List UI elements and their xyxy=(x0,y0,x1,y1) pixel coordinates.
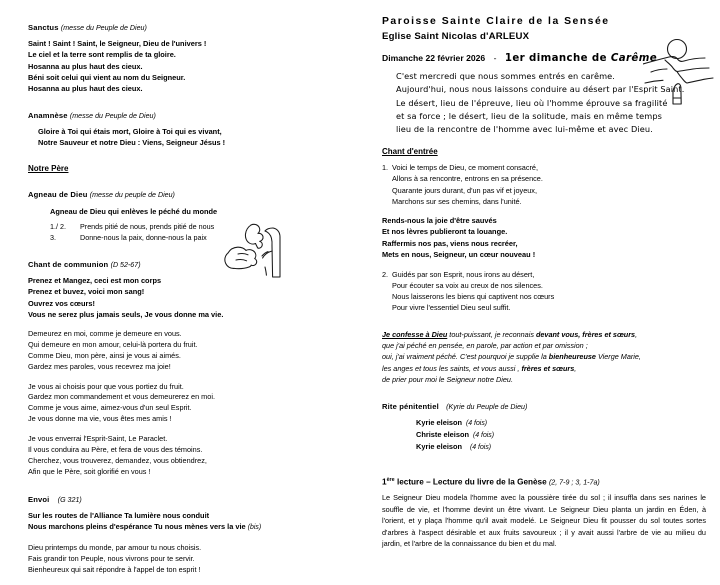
leaflet-banner xyxy=(382,14,706,136)
sanctus-heading xyxy=(28,22,346,33)
communion-verse xyxy=(28,329,346,373)
envoi-verse-line: Dieu printemps du monde, par amour tu nous choisis. xyxy=(28,542,202,552)
communion-verse-line: Je vous enverrai l'Esprit-Saint, Le Paraclet. xyxy=(28,434,168,444)
confiteor-opening: Je confesse à Dieu xyxy=(382,329,448,339)
verse-line: Voici le temps de Dieu, ce moment consacré, xyxy=(392,163,539,173)
chant-entree-heading: Chant d'entrée xyxy=(382,147,438,157)
anamnese-line: Gloire à Toi qui étais mort, Gloire à Toi qui es vivant, xyxy=(38,127,222,137)
communion-verse-line: Qui demeure en mon amour, celui-là portera du fruit. xyxy=(28,339,198,349)
envoi-refrain-line-with-bis xyxy=(28,521,346,533)
chant-entree-verse-2 xyxy=(382,269,706,313)
intro-line: Le désert, lieu de l'épreuve, lieu où l'homme éprouve sa fragilité xyxy=(396,97,668,108)
sanctus-lines xyxy=(28,38,346,94)
envoi-verse-line: Bienheureux qui sait répondre à l'appel de ton esprit ! xyxy=(28,564,201,574)
communion-title: Chant de communion xyxy=(28,260,109,270)
communion-refrain-line: Ouvrez vos cœurs! xyxy=(28,298,95,308)
confiteor-line xyxy=(382,329,706,340)
section-chant-communion xyxy=(28,259,346,478)
communion-ref: (D 52-67) xyxy=(110,261,141,270)
section-rite-penitentiel xyxy=(382,401,706,453)
communion-refrain xyxy=(28,275,346,319)
communion-verse xyxy=(28,382,346,426)
rite-heading xyxy=(382,401,706,412)
sanctus-line: Saint ! Saint ! Saint, le Seigneur, Dieu de l'univers ! xyxy=(28,39,207,49)
verse-line: Allons à sa rencontre, entrons en sa présence. xyxy=(392,174,543,184)
verse-line: Guidés par son Esprit, nous irons au désert, xyxy=(392,269,535,279)
anamnese-line: Notre Sauveur et notre Dieu : Viens, Seigneur Jésus ! xyxy=(38,138,226,148)
verse-body xyxy=(392,269,554,313)
kyrie-rows xyxy=(382,417,706,453)
envoi-verse xyxy=(28,543,346,576)
confiteor-emphasis: devant vous, frères et sœurs xyxy=(535,329,636,339)
section-agneau-de-dieu xyxy=(28,189,346,243)
confiteor-emphasis: frères et sœurs xyxy=(521,363,575,373)
sanctus-line: Le ciel et la terre sont remplis de ta gloire. xyxy=(28,50,176,60)
envoi-heading xyxy=(28,494,346,505)
kyrie-count: (4 fois) xyxy=(466,420,488,428)
section-notre-pere xyxy=(28,164,346,173)
agneau-rows xyxy=(50,221,346,243)
confiteor-text: les anges et tous les saints, et vous aussi , xyxy=(382,363,522,373)
season-word: Carême xyxy=(610,53,658,64)
communion-verse-line: Je vous ai choisis pour que vous portiez du fruit. xyxy=(28,381,184,391)
date-and-season xyxy=(382,53,706,64)
spacer xyxy=(28,252,346,259)
envoi-title: Envoi xyxy=(28,495,50,504)
confiteor-text: tout-puissant, je reconnais xyxy=(447,329,536,339)
communion-verse-line: Je vous donne ma vie, vous êtes mes amis ! xyxy=(28,414,172,424)
kyrie-row xyxy=(416,429,706,441)
kyrie-count: (4 fois) xyxy=(470,444,492,452)
verse-line: Marchons sur ses chemins, dans l'unité. xyxy=(392,196,522,206)
agneau-row-number: 3. xyxy=(50,232,56,242)
section-premiere-lecture xyxy=(382,477,706,550)
liturgical-season xyxy=(505,53,657,64)
envoi-verse-line: Fais grandir ton Peuple, nous vivrons pour te servir. xyxy=(28,553,195,563)
agneau-row-number: 1./ 2. xyxy=(50,221,66,231)
verse-line: Pour écouter sa voix au creux de nos silences. xyxy=(392,280,543,290)
spacer xyxy=(28,182,346,189)
agneau-title: Agneau de Dieu xyxy=(28,190,88,200)
season-prefix: 1er dimanche de xyxy=(504,53,611,64)
anamnese-heading xyxy=(28,110,346,121)
lecture-title: lecture – Lecture du livre de la Genèse xyxy=(394,477,549,487)
section-sanctus xyxy=(28,22,346,94)
refrain-line: Et nos lèvres publieront ta louange. xyxy=(382,227,508,237)
confiteor-text: , xyxy=(635,329,638,339)
section-chant-entree xyxy=(382,147,706,313)
agneau-row-text: Donne-nous la paix, donne-nous la paix xyxy=(80,232,207,242)
communion-heading xyxy=(28,259,346,270)
verse-body xyxy=(392,162,543,206)
confiteor-line xyxy=(382,363,706,374)
communion-refrain-line: Prenez et buvez, voici mon sang! xyxy=(28,287,145,297)
anamnese-title: Anamnèse xyxy=(28,110,68,120)
section-envoi xyxy=(28,494,346,576)
confiteor-prayer xyxy=(382,329,706,385)
verse-number: 2. xyxy=(382,269,389,279)
lecture-body: Le Seigneur Dieu modela l'homme avec la poussière tirée du sol ; il insuffla dans ses narines le souffle de vie, et l'homme devint un être vivant. Le Seigneur Dieu planta un jardin en Éden, à l'orient, et y plaça l'homme qu'il avait modelé. Le Seigneur Dieu fit pousser du sol toutes sortes d'arbres à l'aspect désirable et aux fruits savoureux ; il y avait aussi l'arbre de vie au milieu du jardin, et l'arbre de la connaissance du bien et du mal. xyxy=(382,493,706,549)
rite-title: Rite pénitentiel xyxy=(382,402,439,412)
chant-entree-refrain xyxy=(382,215,706,261)
section-anamnese xyxy=(28,110,346,149)
kyrie-row xyxy=(416,417,706,429)
confiteor-emphasis: bienheureuse xyxy=(548,352,596,362)
chant-entree-verse-1 xyxy=(382,162,706,206)
confiteor-line xyxy=(382,351,706,362)
communion-refrain-line: Vous ne serez plus jamais seuls, Je vous donne ma vie. xyxy=(28,309,224,319)
lecture-citation: (2, 7-9 ; 3, 1-7a) xyxy=(548,478,600,487)
kyrie-count: (4 fois) xyxy=(472,432,495,440)
verse-line: Nous laisserons les biens qui captivent nos cœurs xyxy=(392,291,555,301)
intro-line: C'est mercredi que nous sommes entrés en carême. xyxy=(396,71,616,81)
church-name: Eglise Saint Nicolas d'ARLEUX xyxy=(382,30,530,42)
sanctus-ref: (messe du Peuple de Dieu) xyxy=(60,24,147,32)
confiteor-line: que j'ai péché en pensée, en parole, par action et par omission ; xyxy=(382,341,588,351)
confiteor-text: oui, j'ai vraiment péché. C'est pourquoi je supplie la xyxy=(382,352,549,362)
refrain-line: Mets en nous, Seigneur, un cœur nouveau ! xyxy=(382,250,536,260)
kyrie-label: Christe eleison xyxy=(416,430,469,440)
intro-paragraph xyxy=(396,70,706,136)
agneau-row xyxy=(50,221,346,232)
refrain-line: Rends-nous la joie d'être sauvés xyxy=(382,215,497,225)
envoi-refrain xyxy=(28,510,346,533)
communion-refrain-line: Prenez et Mangez, ceci est mon corps xyxy=(28,276,162,286)
communion-verse xyxy=(28,434,346,478)
communion-verse-line: Il vous conduira au Père, et fera de vous des témoins. xyxy=(28,445,203,455)
sanctus-line: Hosanna au plus haut des cieux. xyxy=(28,61,143,71)
agneau-ref: (messe du peuple de Dieu) xyxy=(89,191,175,200)
spacer xyxy=(382,394,706,401)
sanctus-title: Sanctus xyxy=(28,23,59,32)
agneau-row-text: Prends pitié de nous, prends pitié de nous xyxy=(80,221,215,231)
agneau-row xyxy=(50,232,346,243)
intro-line: lieu de la rencontre de l'homme avec lui-même et avec Dieu. xyxy=(396,124,653,135)
parish-name: Paroisse Sainte Claire de la Sensée xyxy=(382,16,610,27)
anamnese-lines xyxy=(38,126,346,148)
spacer xyxy=(28,487,346,494)
communion-verse-line: Cherchez, vous trouverez, demandez, vous obtiendrez, xyxy=(28,456,207,466)
anamnese-ref: (messe du Peuple de Dieu) xyxy=(69,111,156,120)
kyrie-row xyxy=(416,441,706,453)
communion-verse-line: Afin que le Père, soit glorifié en vous ! xyxy=(28,467,151,477)
communion-verse-line: Comme Dieu, mon père, ainsi je vous ai aimés. xyxy=(28,350,181,360)
verse-line: Quarante jours durant, d'un pas vif et joyeux, xyxy=(392,185,537,195)
refrain-line: Raffermis nos pas, viens nous recréer, xyxy=(382,238,518,248)
mass-date: Dimanche 22 février 2026 xyxy=(382,53,486,63)
right-column xyxy=(360,0,720,559)
lecture-ordinal: 1 xyxy=(382,477,387,487)
lecture-ordinal-suffix: ère xyxy=(386,476,395,483)
dateline-dash: - xyxy=(493,53,497,63)
envoi-refrain-line: Nous marchons pleins d'espérance Tu nous mènes vers la vie xyxy=(28,522,246,532)
verse-number: 1. xyxy=(382,163,389,173)
communion-verse-line: Comme je vous aime, aimez-vous d'un seul Esprit. xyxy=(28,403,192,413)
verse-line: Pour vivre l'essentiel Dieu seul suffit. xyxy=(392,302,511,312)
sanctus-line: Hosanna au plus haut des cieux. xyxy=(28,83,143,93)
lecture-heading xyxy=(382,477,706,487)
spacer xyxy=(28,103,346,110)
envoi-ref: (G 321) xyxy=(57,496,82,504)
confiteor-text: Vierge Marie, xyxy=(595,352,641,362)
rite-ref: (Kyrie du Peuple de Dieu) xyxy=(446,403,528,412)
agneau-heading xyxy=(28,189,346,200)
intro-line: Aujourd'hui, nous nous laissons conduire au désert par l'Esprit Saint. xyxy=(396,84,685,95)
confiteor-line: de prier pour moi le Seigneur notre Dieu. xyxy=(382,374,513,384)
kyrie-label: Kyrie eleison xyxy=(416,418,463,428)
communion-verse-line: Gardez mes paroles, vous recevrez ma joie! xyxy=(28,361,171,371)
communion-verse-line: Demeurez en moi, comme je demeure en vous. xyxy=(28,328,182,338)
spacer xyxy=(382,322,706,329)
sanctus-line: Béni soit celui qui vient au nom du Seigneur. xyxy=(28,72,186,82)
spacer xyxy=(28,157,346,164)
envoi-bis-marker: (bis) xyxy=(247,524,262,532)
spacer xyxy=(382,470,706,477)
kyrie-label: Kyrie eleison xyxy=(416,442,463,452)
confiteor-text: , xyxy=(574,363,577,373)
agneau-refrain: Agneau de Dieu qui enlèves le péché du monde xyxy=(50,206,218,216)
communion-verse-line: Gardez mon commandement et vous demeurerez en moi. xyxy=(28,392,215,402)
notre-pere-heading: Notre Père xyxy=(28,164,69,174)
envoi-refrain-line: Sur les routes de l'Alliance Ta lumière nous conduit xyxy=(28,511,210,521)
spacer xyxy=(382,463,706,470)
intro-line: et sa force ; le désert, lieu de la solitude, mais en même temps xyxy=(396,110,663,121)
